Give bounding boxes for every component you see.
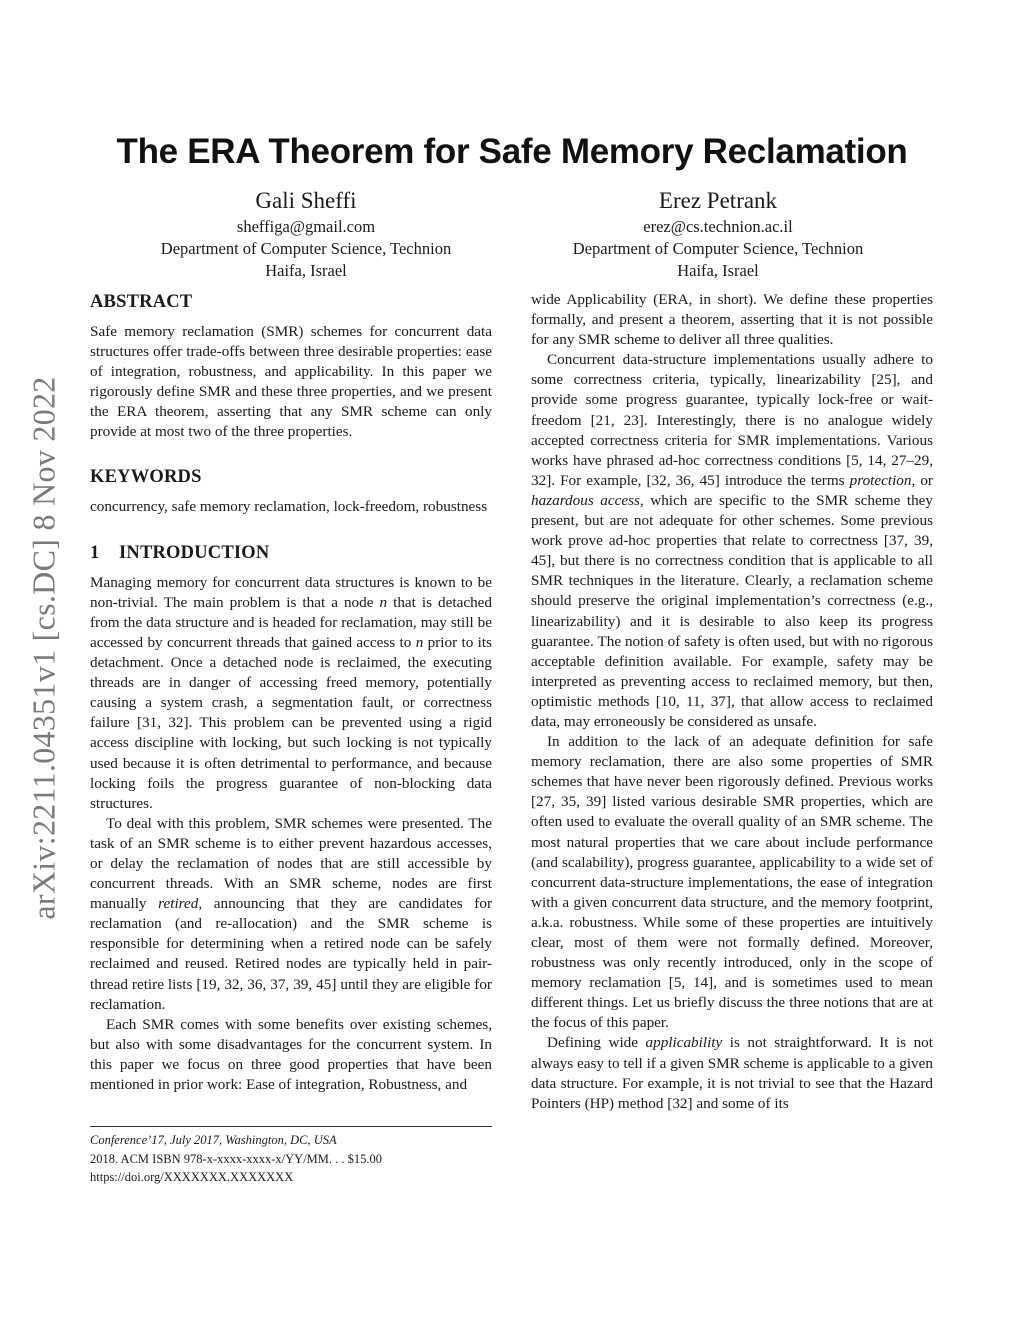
section-title: INTRODUCTION xyxy=(119,542,270,563)
intro-paragraph-6: In addition to the lack of an adequate definition for safe memory reclamation, there are also some properties of SMR schemes that have never been rigorously defined. Previous works [27, 35, 39] listed various desirable SMR properties, which are often used to evaluate the overall quality of an SMR scheme. The most natural properties that we care about include performance (and scalability), progress guarantee, applicability to a wide set of concurrent data-structure implementations, the ease of integration with a given concurrent data structure, and the memory footprint, a.k.a. robustness. While some of these properties are intuitively clear, most of them were not formally defined. Moreover, robustness was only recently introduced, only in the scope of memory reclamation [5, 14], and is sometimes used to mean different things. Let us briefly discuss the three notions that are at the focus of this paper. xyxy=(531,733,933,1032)
footnote-doi: https://doi.org/XXXXXXX.XXXXXXX xyxy=(90,1170,294,1184)
author-affiliation: Department of Computer Science, Technion xyxy=(572,239,864,258)
right-column xyxy=(531,290,933,1114)
keywords-heading: KEYWORDS xyxy=(90,466,202,487)
paper-title: The ERA Theorem for Safe Memory Reclamation xyxy=(116,132,908,171)
author-location: Haifa, Israel xyxy=(265,261,347,280)
author-email: erez@cs.technion.ac.il xyxy=(643,217,793,236)
intro-paragraph-1: Managing memory for concurrent data structures is known to be non-trivial. The main problem is that a node n that is detached from the data structure and is headed for reclamation, may still be accessed by concurrent threads that gained access to n prior to its detachment. Once a detached node is reclaimed, the executing threads are in danger of accessing freed memory, potentially causing a system crash, a segmentation fault, or correctness failure [31, 32]. This problem can be prevented using a rigid access discipline with locking, but such locking is not typically used because it is often detrimental to performance, and because locking foils the progress guarantee of non-blocking data structures. xyxy=(90,573,493,812)
footnote-venue: Conference’17, July 2017, Washington, DC, USA xyxy=(90,1133,337,1147)
author-name: Erez Petrank xyxy=(658,188,778,213)
left-column xyxy=(90,290,492,1095)
footnote-isbn: 2018. ACM ISBN 978-x-xxxx-xxxx-x/YY/MM. . . $15.00 xyxy=(90,1151,383,1166)
footnote-rule xyxy=(90,1126,492,1127)
intro-paragraph-2: To deal with this problem, SMR schemes were presented. The task of an SMR scheme is to either prevent hazardous accesses, or delay the reclamation of nodes that are still accessible by concurrent threads. With an SMR scheme, nodes are first manually retired, announcing that they are candidates for reclamation (and re-allocation) and the SMR scheme is responsible for determining when a retired node can be safely reclaimed and reused. Retired nodes are typically held in pair-thread retire lists [19, 32, 36, 37, 39, 45] until they are eligible for reclamation. xyxy=(90,814,493,1013)
keywords-text: concurrency, safe memory reclamation, lock-freedom, robustness xyxy=(90,497,488,515)
intro-paragraph-4: wide Applicability (ERA, in short). We define these properties formally, and present a theorem, asserting that it is not possible for any SMR scheme to deliver all three qualities. xyxy=(531,291,933,349)
author-name: Gali Sheffi xyxy=(255,188,357,213)
abstract-heading: ABSTRACT xyxy=(90,292,193,312)
intro-paragraph-3: Each SMR comes with some benefits over existing schemes, but also with some disadvantages for the concurrent system. In this paper we focus on three good properties that have been mentioned in prior work: Ease of integration, Robustness, and xyxy=(90,1015,492,1093)
introduction-heading xyxy=(90,541,492,565)
author-block-1 xyxy=(90,186,522,282)
section-number: 1 xyxy=(90,542,100,563)
footnote xyxy=(90,1126,492,1187)
author-block-2 xyxy=(502,186,934,282)
arxiv-identifier: arXiv:2211.04351v1 [cs.DC] 8 Nov 2022 xyxy=(25,376,62,920)
author-location: Haifa, Israel xyxy=(677,261,759,280)
author-affiliation: Department of Computer Science, Technion xyxy=(160,239,452,258)
abstract-text: Safe memory reclamation (SMR) schemes for concurrent data structures offer trade-offs between three desirable properties: ease of integration, robustness, and applicability. In this paper we rigorously define SMR and these three properties, and we present the ERA theorem, asserting that any SMR scheme can only provide at most two of the three properties. xyxy=(90,323,492,441)
intro-paragraph-7: Defining wide applicability is not straightforward. It is not always easy to tell if a given SMR scheme is applicable to a given data structure. For example, it is not trivial to see that the Hazard Pointers (HP) method [32] and some of its xyxy=(531,1034,933,1112)
intro-paragraph-5: Concurrent data-structure implementations usually adhere to some correctness criteria, typically, linearizability [25], and provide some progress guarantee, typically lock-free or wait-freedom [21, 23]. Interestingly, there is no analogue widely accepted correctness criteria for SMR implementations. Various works have phrased ad-hoc correctness conditions [5, 14, 27–29, 32]. For example, [32, 36, 45] introduce the terms protection, or hazardous access, which are specific to the SMR scheme they present, but are not adequate for other schemes. Some previous work prove ad-hoc properties that relate to correctness [37, 39, 45], but there is no correctness condition that is applicable to all SMR techniques in the literature. Clearly, a reclamation scheme should preserve the original implementation’s correctness (e.g., linearizability) and it is desirable to also keep its progress guarantee. The notion of safety is often used, but with no rigorous acceptable definition available. For example, safety may be interpreted as preventing access to reclaimed memory, but then, optimistic methods [10, 11, 37], that allow access to reclaimed data, may erroneously be considered as unsafe. xyxy=(531,351,933,730)
author-email: sheffiga@gmail.com xyxy=(236,217,376,236)
